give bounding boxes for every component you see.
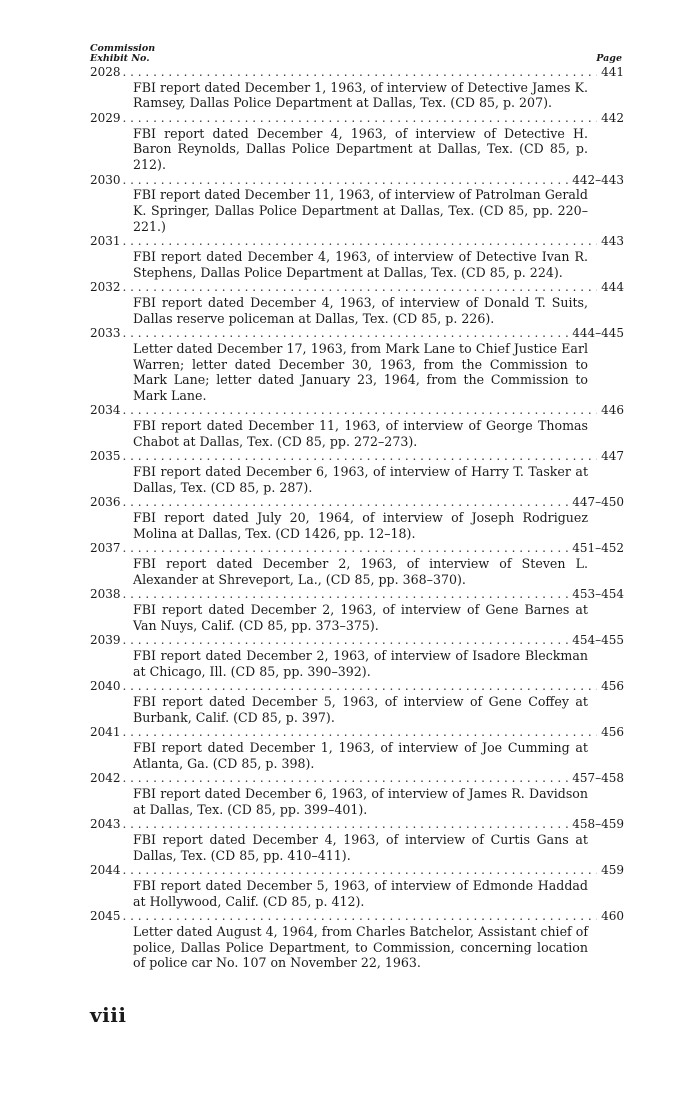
exhibit-number: 2034 bbox=[90, 403, 121, 418]
exhibit-entry bbox=[90, 403, 624, 449]
exhibit-description: FBI report dated December 4, 1963, of interview of Donald T. Suits, Dallas reserve policeman at Dallas, Tex. (CD 85, p. 226). bbox=[133, 294, 588, 326]
page-reference: 456 bbox=[601, 725, 624, 740]
entry-heading-line bbox=[90, 817, 624, 832]
page-reference: 454–455 bbox=[572, 633, 624, 648]
entry-heading-line bbox=[90, 234, 624, 249]
dot-leader bbox=[123, 65, 598, 80]
exhibit-description: FBI report dated December 6, 1963, of interview of James R. Davidson at Dallas, Tex. (CD 85, pp. 399–401). bbox=[133, 785, 588, 817]
dot-leader bbox=[123, 863, 598, 878]
exhibit-entry bbox=[90, 495, 624, 541]
exhibit-number: 2041 bbox=[90, 725, 121, 740]
exhibit-entry bbox=[90, 725, 624, 771]
dot-leader bbox=[123, 111, 598, 126]
page-reference: 453–454 bbox=[572, 587, 624, 602]
exhibit-list-page bbox=[90, 44, 624, 971]
exhibit-entry bbox=[90, 234, 624, 280]
entry-heading-line bbox=[90, 111, 624, 126]
exhibit-description: FBI report dated December 1, 1963, of interview of Joe Cumming at Atlanta, Ga. (CD 85, p. 398). bbox=[133, 739, 588, 771]
dot-leader bbox=[123, 449, 598, 464]
exhibit-description: FBI report dated December 2, 1963, of interview of Isadore Bleckman at Chicago, Ill. (CD 85, pp. 390–392). bbox=[133, 648, 588, 679]
entry-heading-line bbox=[90, 587, 624, 602]
exhibit-number: 2040 bbox=[90, 679, 121, 694]
exhibit-number: 2037 bbox=[90, 541, 121, 556]
entry-heading-line bbox=[90, 65, 624, 80]
exhibit-description: Letter dated December 17, 1963, from Mark Lane to Chief Justice Earl Warren; letter dated December 30, 1963, from the Commission to Mark Lane; letter dated January 23, 1964, from the Commission to Mark Lane. bbox=[133, 340, 588, 403]
exhibit-number: 2031 bbox=[90, 234, 121, 249]
page-reference: 442–443 bbox=[572, 172, 624, 187]
page-reference: 447 bbox=[601, 449, 624, 464]
exhibit-description: FBI report dated December 5, 1963, of interview of Gene Coffey at Burbank, Calif. (CD 85, p. 397). bbox=[133, 693, 588, 725]
dot-leader bbox=[123, 403, 598, 418]
entry-heading-line bbox=[90, 449, 624, 464]
exhibit-entry bbox=[90, 541, 624, 587]
exhibit-description: FBI report dated December 2, 1963, of interview of Gene Barnes at Van Nuys, Calif. (CD 85, pp. 373–375). bbox=[133, 602, 588, 633]
dot-leader bbox=[123, 280, 598, 295]
exhibit-description: Letter dated August 4, 1964, from Charles Batchelor, Assistant chief of police, Dallas Police Department, to Commission, concerning location of police car No. 107 on November 22, 1963. bbox=[133, 923, 588, 971]
entry-heading-line bbox=[90, 326, 624, 341]
entry-heading-line bbox=[90, 909, 624, 924]
page-reference: 459 bbox=[601, 863, 624, 878]
exhibit-number: 2044 bbox=[90, 863, 121, 878]
entry-heading-line bbox=[90, 679, 624, 694]
page-reference: 447–450 bbox=[572, 495, 624, 510]
exhibit-column-header bbox=[90, 44, 155, 64]
exhibit-entry bbox=[90, 280, 624, 326]
exhibit-number: 2043 bbox=[90, 817, 121, 832]
entry-heading-line bbox=[90, 863, 624, 878]
page-reference: 456 bbox=[601, 679, 624, 694]
exhibit-number: 2028 bbox=[90, 65, 121, 79]
exhibit-description: FBI report dated December 6, 1963, of interview of Harry T. Tasker at Dallas, Tex. (CD 85, p. 287). bbox=[133, 464, 588, 495]
dot-leader bbox=[123, 909, 598, 924]
page-column-header: Page bbox=[596, 53, 622, 64]
exhibit-entry bbox=[90, 633, 624, 679]
exhibit-entry bbox=[90, 817, 624, 863]
dot-leader bbox=[123, 633, 569, 648]
exhibit-description: FBI report dated December 1, 1963, of interview of Detective James K. Ramsey, Dallas Police Department at Dallas, Tex. (CD 85, p. 207). bbox=[133, 79, 588, 111]
exhibit-entry bbox=[90, 863, 624, 909]
page-reference: 457–458 bbox=[572, 771, 624, 786]
exhibit-entry bbox=[90, 65, 624, 111]
entry-heading-line bbox=[90, 725, 624, 740]
exhibit-number: 2035 bbox=[90, 449, 121, 464]
entry-heading-line bbox=[90, 495, 624, 510]
dot-leader bbox=[123, 495, 569, 510]
exhibit-number: 2042 bbox=[90, 771, 121, 786]
page-folio: viii bbox=[90, 1003, 127, 1027]
dot-leader bbox=[123, 725, 598, 740]
exhibit-header-line1: Commission bbox=[90, 43, 156, 54]
exhibit-description: FBI report dated December 5, 1963, of interview of Edmonde Haddad at Hollywood, Calif. (CD 85, p. 412). bbox=[133, 877, 588, 909]
dot-leader bbox=[123, 173, 569, 188]
entry-heading-line bbox=[90, 633, 624, 648]
exhibit-number: 2038 bbox=[90, 587, 121, 602]
dot-leader bbox=[123, 587, 569, 602]
exhibit-number: 2045 bbox=[90, 909, 121, 924]
exhibit-description: FBI report dated December 11, 1963, of interview of Patrolman Gerald K. Springer, Dallas Police Department at Dallas, Tex. (CD 85, pp. 220–221.) bbox=[133, 187, 588, 234]
page-reference: 444–445 bbox=[572, 326, 624, 341]
page-reference: 441 bbox=[601, 65, 624, 79]
dot-leader bbox=[123, 234, 598, 249]
exhibit-description: FBI report dated December 11, 1963, of interview of George Thomas Chabot at Dallas, Tex. (CD 85, pp. 272–273). bbox=[133, 418, 588, 449]
exhibit-description: FBI report dated July 20, 1964, of interview of Joseph Rodriguez Molina at Dallas, Tex. (CD 1426, pp. 12–18). bbox=[133, 510, 588, 541]
exhibit-header-line2: Exhibit No. bbox=[90, 53, 150, 64]
exhibit-entry bbox=[90, 679, 624, 725]
entry-heading-line bbox=[90, 771, 624, 786]
dot-leader bbox=[123, 326, 569, 341]
exhibit-description: FBI report dated December 4, 1963, of interview of Curtis Gans at Dallas, Tex. (CD 85, pp. 410–411). bbox=[133, 831, 588, 863]
entry-heading-line bbox=[90, 403, 624, 418]
page-reference: 443 bbox=[601, 234, 624, 249]
page-reference: 442 bbox=[601, 110, 624, 125]
dot-leader bbox=[123, 541, 569, 556]
entry-heading-line bbox=[90, 280, 624, 295]
exhibit-number: 2039 bbox=[90, 633, 121, 648]
exhibit-entry bbox=[90, 326, 624, 403]
exhibit-entry bbox=[90, 909, 624, 971]
exhibit-entries bbox=[90, 65, 624, 971]
dot-leader bbox=[123, 771, 569, 786]
entry-heading-line bbox=[90, 173, 624, 188]
exhibit-number: 2036 bbox=[90, 495, 121, 510]
exhibit-entry bbox=[90, 111, 624, 173]
exhibit-entry bbox=[90, 173, 624, 235]
dot-leader bbox=[123, 679, 598, 694]
exhibit-number: 2030 bbox=[90, 172, 121, 187]
page-reference: 446 bbox=[601, 403, 624, 418]
column-headers bbox=[90, 44, 624, 64]
page-reference: 451–452 bbox=[572, 541, 624, 556]
exhibit-entry bbox=[90, 587, 624, 633]
entry-heading-line bbox=[90, 541, 624, 556]
exhibit-entry bbox=[90, 449, 624, 495]
exhibit-description: FBI report dated December 2, 1963, of interview of Steven L. Alexander at Shreveport, La., (CD 85, pp. 368–370). bbox=[133, 556, 588, 587]
page-reference: 458–459 bbox=[572, 817, 624, 832]
exhibit-number: 2032 bbox=[90, 280, 121, 295]
exhibit-description: FBI report dated December 4, 1963, of interview of Detective Ivan R. Stephens, Dallas Police Department at Dallas, Tex. (CD 85, p. 224). bbox=[133, 248, 588, 280]
page-reference: 460 bbox=[601, 909, 624, 924]
exhibit-number: 2029 bbox=[90, 110, 121, 125]
dot-leader bbox=[123, 817, 569, 832]
exhibit-entry bbox=[90, 771, 624, 817]
exhibit-description: FBI report dated December 4, 1963, of interview of Detective H. Baron Reynolds, Dallas Police Department at Dallas, Tex. (CD 85, p. 212). bbox=[133, 125, 588, 172]
exhibit-number: 2033 bbox=[90, 326, 121, 341]
page-reference: 444 bbox=[601, 280, 624, 295]
